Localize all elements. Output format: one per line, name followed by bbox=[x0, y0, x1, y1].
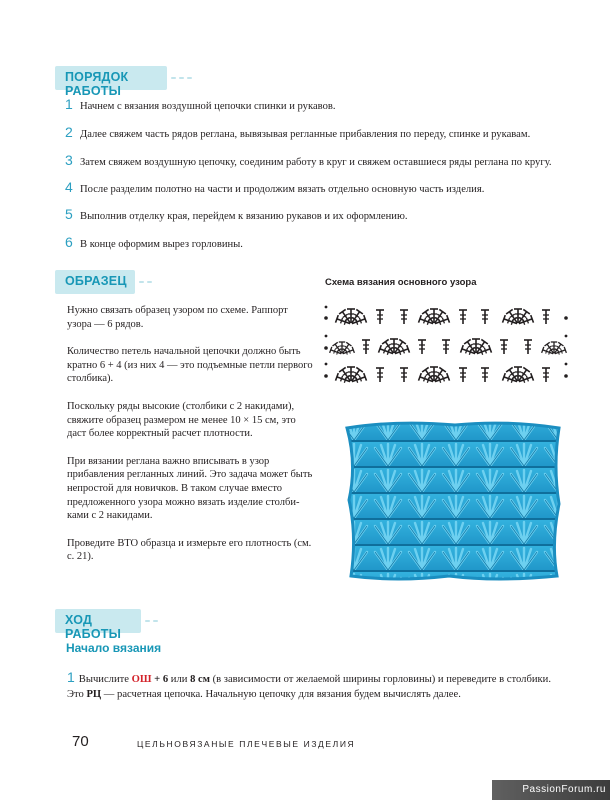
scheme-title: Схема вязания основного узора bbox=[325, 277, 477, 288]
crochet-sample-photo bbox=[337, 416, 569, 586]
chart-row bbox=[324, 367, 568, 385]
list-item: 6 В конце оформим вырез горловины. bbox=[65, 234, 243, 250]
paragraph: Нужно связать образец узором по схеме. Раппорт узора — 6 рядов. bbox=[67, 305, 288, 330]
page-number: 70 bbox=[72, 733, 89, 750]
paragraph: Проведите ВТО образца и измерьте его плотность (см. с. 21). bbox=[67, 537, 312, 563]
crochet-chart bbox=[322, 296, 578, 396]
decor-dash bbox=[179, 77, 184, 79]
running-footer: ЦЕЛЬНОВЯЗАНЫЕ ПЛЕЧЕВЫЕ ИЗДЕЛИЯ bbox=[137, 739, 356, 749]
paragraph: При вязании реглана важно вписывать в узор прибавления регланных линий. Это задача может быть непростой для новичков. В таком случае вместо предложенного узора можно вязать изделие столбиками с 2 накидами. bbox=[67, 455, 313, 522]
abbr-rc: РЦ bbox=[86, 688, 102, 700]
list-item: 1 Начнем с вязания воздушной цепочки спинки и рукавов. bbox=[65, 96, 336, 112]
sample-instructions bbox=[67, 304, 314, 578]
calc-paragraph: 1 Вычислите ОШ + 6 или 8 см (в зависимости от желаемой ширины горловины) и переведите в столбики. Это РЦ — расчетная цепочка. Начальную цепочку для вязания будем вычислять далее. bbox=[67, 669, 551, 700]
list-item: 2 Далее свяжем часть рядов реглана, вывязывая регланные прибавления по переду, спинке и рукавам. bbox=[65, 124, 531, 140]
chart-row bbox=[324, 309, 568, 327]
decor-dash bbox=[139, 281, 144, 283]
list-item: 4 После разделим полотно на части и продолжим вязать отдельно основную часть изделия. bbox=[65, 179, 485, 195]
decor-dash bbox=[187, 77, 192, 79]
section-title-progress: ХОД РАБОТЫ bbox=[65, 613, 122, 641]
section-header-progress bbox=[55, 609, 141, 641]
list-item: 5 Выполнив отделку края, перейдем к вязанию рукавов и их оформлению. bbox=[65, 206, 408, 222]
decor-dash bbox=[171, 77, 176, 79]
watermark: PassionForum.ru bbox=[522, 784, 606, 795]
abbr-osh: ОШ bbox=[131, 674, 152, 685]
section-title-order: ПОРЯДОК РАБОТЫ bbox=[65, 70, 129, 98]
subheading: Начало вязания bbox=[66, 641, 162, 655]
section-title-sample: ОБРАЗЕЦ bbox=[65, 274, 127, 288]
section-header-sample bbox=[55, 270, 135, 294]
decor-dash bbox=[147, 281, 152, 283]
paragraph: Поскольку ряды высокие (столбики с 2 накидами), свяжите образец размером не менее 10 × 15 см, это даст более корректный расчет плотности. bbox=[67, 400, 296, 440]
paragraph: Количество петель начальной цепочки должно быть кратно 6 + 4 (из них 4 — это подъемные петли первого столбика). bbox=[67, 346, 313, 385]
chart-row bbox=[324, 339, 566, 357]
decor-dash bbox=[153, 620, 158, 622]
list-item: 3 Затем свяжем воздушную цепочку, соединим работу в круг и свяжем оставшиеся ряды реглана по кругу. bbox=[65, 152, 552, 168]
section-header-order bbox=[55, 66, 167, 98]
decor-dash bbox=[145, 620, 150, 622]
